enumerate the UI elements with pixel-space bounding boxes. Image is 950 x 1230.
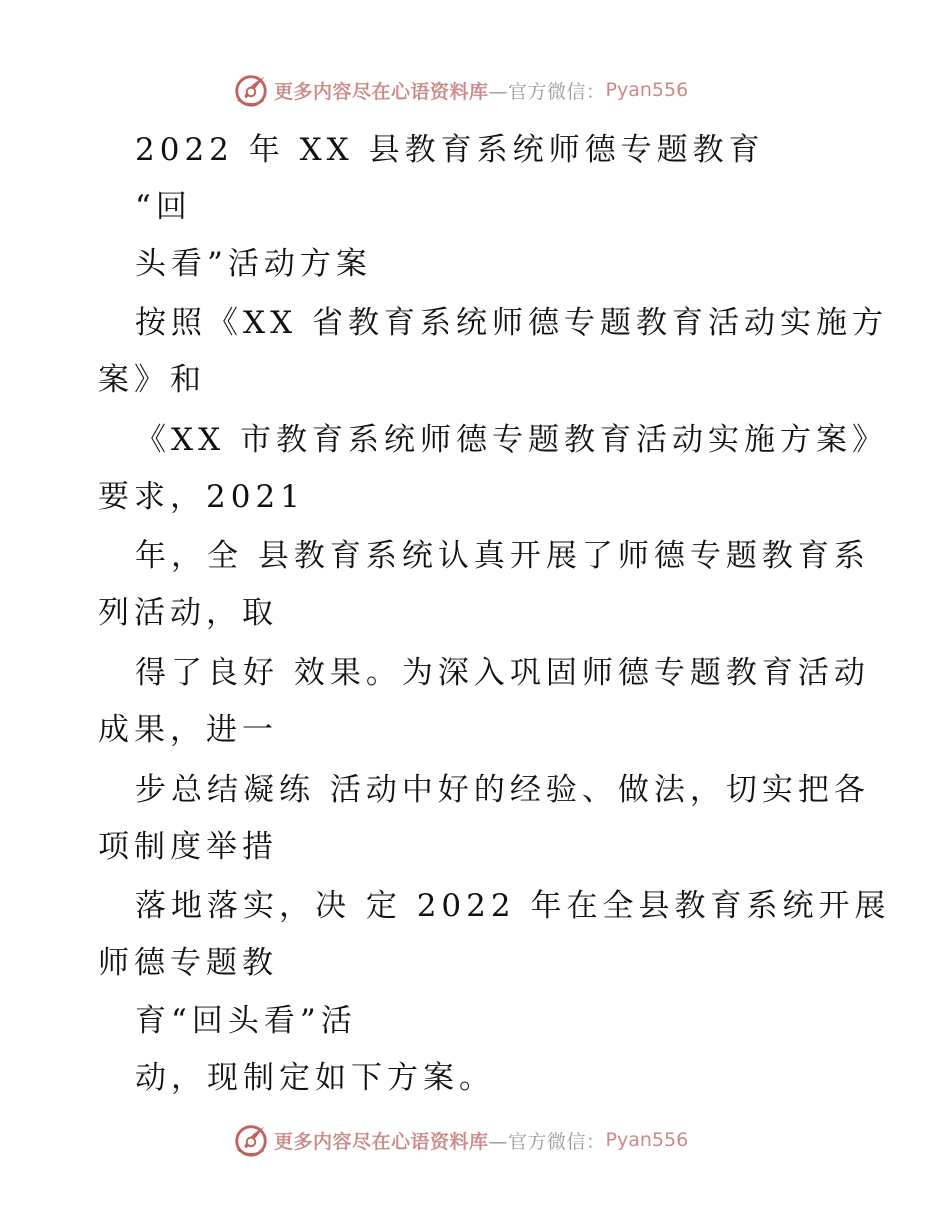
body-line: 成果，进一	[98, 712, 278, 748]
body-line: 年，全 县教育系统认真开展了师德专题教育系	[135, 538, 870, 574]
banner-slogan: 更多内容尽在心语资料库	[274, 80, 489, 103]
body-line: 得了良好 效果。为深入巩固师德专题教育活动	[135, 655, 870, 691]
body-line: 列活动，取	[98, 595, 278, 631]
body-line: 育“回头看”活	[135, 1003, 357, 1039]
banner-wechat-id: Pyan556	[605, 79, 689, 101]
body-line: 落地落实，决 定 2022 年在全县教育系统开展	[135, 888, 891, 924]
body-line: 《XX 市教育系统师德专题教育活动实施方案》	[135, 422, 888, 458]
footer-banner	[232, 1120, 688, 1160]
body-line: 项制度举措	[98, 829, 278, 865]
doc-title-line-3: 头看”活动方案	[135, 246, 372, 282]
brand-logo-icon	[232, 71, 270, 109]
doc-title-line-1: 2022 年 XX 县教育系统师德专题教育	[135, 132, 765, 168]
banner-separator: —官方微信：	[488, 1130, 606, 1153]
body-line: 按照《XX 省教育系统师德专题教育活动实施方	[135, 305, 888, 341]
body-line: 步总结凝练 活动中好的经验、做法，切实把各	[135, 772, 870, 808]
body-line: 师德专题教	[98, 945, 278, 981]
doc-title-line-2: “回	[135, 189, 192, 225]
banner-slogan: 更多内容尽在心语资料库	[274, 1130, 489, 1153]
body-line: 案》和	[98, 362, 206, 398]
header-banner	[232, 70, 688, 110]
body-line: 要求，2021	[98, 479, 305, 515]
banner-separator: —官方微信：	[488, 80, 606, 103]
banner-wechat-id: Pyan556	[605, 1129, 689, 1151]
brand-logo-icon	[232, 1121, 270, 1159]
body-line: 动，现制定如下方案。	[135, 1060, 495, 1096]
